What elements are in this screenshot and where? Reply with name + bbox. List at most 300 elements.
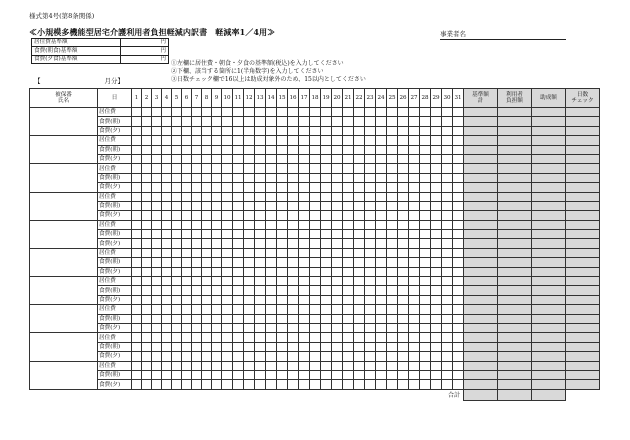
day-cell[interactable] — [420, 370, 431, 379]
day-cell[interactable] — [255, 230, 266, 239]
day-cell[interactable] — [343, 136, 354, 145]
day-cell[interactable] — [343, 258, 354, 267]
day-cell[interactable] — [255, 183, 266, 192]
day-cell[interactable] — [398, 295, 409, 304]
day-cell[interactable] — [420, 342, 431, 351]
day-cell[interactable] — [255, 323, 266, 332]
day-cell[interactable] — [332, 164, 343, 173]
day-cell[interactable] — [387, 117, 398, 126]
day-cell[interactable] — [182, 145, 192, 154]
day-cell[interactable] — [453, 380, 464, 389]
day-cell[interactable] — [182, 173, 192, 182]
day-cell[interactable] — [192, 154, 202, 163]
day-cell[interactable] — [132, 108, 142, 117]
day-cell[interactable] — [409, 173, 420, 182]
day-cell[interactable] — [343, 201, 354, 210]
day-cell[interactable] — [299, 145, 310, 154]
day-cell[interactable] — [233, 323, 244, 332]
day-cell[interactable] — [142, 201, 152, 210]
day-cell[interactable] — [152, 201, 162, 210]
day-cell[interactable] — [288, 145, 299, 154]
day-cell[interactable] — [212, 108, 222, 117]
day-cell[interactable] — [409, 370, 420, 379]
day-cell[interactable] — [244, 239, 255, 248]
day-cell[interactable] — [244, 305, 255, 314]
day-cell[interactable] — [152, 108, 162, 117]
day-cell[interactable] — [182, 211, 192, 220]
day-cell[interactable] — [310, 295, 321, 304]
day-cell[interactable] — [376, 192, 387, 201]
day-cell[interactable] — [420, 333, 431, 342]
day-cell[interactable] — [132, 305, 142, 314]
day-cell[interactable] — [212, 183, 222, 192]
day-cell[interactable] — [376, 352, 387, 361]
day-cell[interactable] — [244, 201, 255, 210]
day-cell[interactable] — [233, 239, 244, 248]
day-cell[interactable] — [244, 323, 255, 332]
day-cell[interactable] — [212, 305, 222, 314]
day-cell[interactable] — [182, 277, 192, 286]
day-cell[interactable] — [398, 108, 409, 117]
day-cell[interactable] — [310, 220, 321, 229]
day-cell[interactable] — [354, 295, 365, 304]
day-cell[interactable] — [332, 239, 343, 248]
day-cell[interactable] — [453, 305, 464, 314]
day-cell[interactable] — [142, 277, 152, 286]
day-cell[interactable] — [182, 230, 192, 239]
day-cell[interactable] — [332, 136, 343, 145]
day-cell[interactable] — [132, 192, 142, 201]
day-cell[interactable] — [453, 183, 464, 192]
day-cell[interactable] — [132, 126, 142, 135]
day-cell[interactable] — [453, 173, 464, 182]
day-cell[interactable] — [255, 108, 266, 117]
day-cell[interactable] — [420, 173, 431, 182]
day-cell[interactable] — [365, 277, 376, 286]
day-cell[interactable] — [442, 286, 453, 295]
day-cell[interactable] — [162, 258, 172, 267]
day-cell[interactable] — [365, 239, 376, 248]
day-cell[interactable] — [233, 258, 244, 267]
day-cell[interactable] — [162, 201, 172, 210]
day-cell[interactable] — [409, 286, 420, 295]
day-cell[interactable] — [266, 277, 277, 286]
day-cell[interactable] — [354, 145, 365, 154]
day-cell[interactable] — [398, 136, 409, 145]
day-cell[interactable] — [172, 352, 182, 361]
day-cell[interactable] — [288, 370, 299, 379]
recipient-cell[interactable] — [30, 248, 98, 276]
day-cell[interactable] — [420, 286, 431, 295]
day-cell[interactable] — [343, 108, 354, 117]
day-cell[interactable] — [409, 361, 420, 370]
day-cell[interactable] — [409, 211, 420, 220]
day-cell[interactable] — [142, 164, 152, 173]
day-cell[interactable] — [387, 201, 398, 210]
day-cell[interactable] — [398, 333, 409, 342]
day-cell[interactable] — [222, 239, 233, 248]
day-cell[interactable] — [192, 192, 202, 201]
day-cell[interactable] — [152, 286, 162, 295]
day-cell[interactable] — [409, 164, 420, 173]
day-cell[interactable] — [343, 352, 354, 361]
day-cell[interactable] — [152, 370, 162, 379]
day-cell[interactable] — [277, 220, 288, 229]
day-cell[interactable] — [142, 173, 152, 182]
day-cell[interactable] — [172, 370, 182, 379]
day-cell[interactable] — [202, 342, 212, 351]
day-cell[interactable] — [202, 183, 212, 192]
day-cell[interactable] — [387, 267, 398, 276]
day-cell[interactable] — [255, 258, 266, 267]
day-cell[interactable] — [192, 314, 202, 323]
day-cell[interactable] — [172, 305, 182, 314]
day-cell[interactable] — [420, 117, 431, 126]
day-cell[interactable] — [409, 295, 420, 304]
day-cell[interactable] — [222, 361, 233, 370]
day-cell[interactable] — [132, 295, 142, 304]
day-cell[interactable] — [332, 248, 343, 257]
day-cell[interactable] — [398, 258, 409, 267]
day-cell[interactable] — [182, 352, 192, 361]
day-cell[interactable] — [321, 361, 332, 370]
day-cell[interactable] — [376, 361, 387, 370]
day-cell[interactable] — [222, 145, 233, 154]
day-cell[interactable] — [266, 314, 277, 323]
day-cell[interactable] — [192, 342, 202, 351]
day-cell[interactable] — [321, 323, 332, 332]
day-cell[interactable] — [332, 323, 343, 332]
day-cell[interactable] — [132, 220, 142, 229]
day-cell[interactable] — [142, 342, 152, 351]
day-cell[interactable] — [192, 164, 202, 173]
day-cell[interactable] — [387, 136, 398, 145]
day-cell[interactable] — [202, 117, 212, 126]
day-cell[interactable] — [343, 211, 354, 220]
day-cell[interactable] — [152, 333, 162, 342]
day-cell[interactable] — [376, 314, 387, 323]
day-cell[interactable] — [255, 361, 266, 370]
day-cell[interactable] — [409, 352, 420, 361]
day-cell[interactable] — [162, 192, 172, 201]
day-cell[interactable] — [442, 258, 453, 267]
day-cell[interactable] — [431, 108, 442, 117]
day-cell[interactable] — [398, 211, 409, 220]
day-cell[interactable] — [310, 201, 321, 210]
office-name-field[interactable]: 事業者名 — [440, 29, 566, 40]
day-cell[interactable] — [288, 108, 299, 117]
day-cell[interactable] — [376, 323, 387, 332]
day-cell[interactable] — [233, 314, 244, 323]
day-cell[interactable] — [431, 370, 442, 379]
day-cell[interactable] — [288, 220, 299, 229]
day-cell[interactable] — [152, 211, 162, 220]
day-cell[interactable] — [442, 173, 453, 182]
day-cell[interactable] — [244, 126, 255, 135]
day-cell[interactable] — [266, 145, 277, 154]
day-cell[interactable] — [182, 126, 192, 135]
day-cell[interactable] — [299, 211, 310, 220]
day-cell[interactable] — [222, 192, 233, 201]
day-cell[interactable] — [152, 314, 162, 323]
month-field[interactable] — [34, 76, 124, 85]
day-cell[interactable] — [310, 164, 321, 173]
day-cell[interactable] — [321, 352, 332, 361]
day-cell[interactable] — [142, 117, 152, 126]
day-cell[interactable] — [288, 314, 299, 323]
day-cell[interactable] — [288, 305, 299, 314]
day-cell[interactable] — [192, 173, 202, 182]
recipient-cell[interactable] — [30, 164, 98, 192]
day-cell[interactable] — [142, 248, 152, 257]
day-cell[interactable] — [162, 248, 172, 257]
day-cell[interactable] — [431, 323, 442, 332]
day-cell[interactable] — [266, 286, 277, 295]
day-cell[interactable] — [212, 136, 222, 145]
day-cell[interactable] — [365, 248, 376, 257]
day-cell[interactable] — [299, 230, 310, 239]
day-cell[interactable] — [266, 370, 277, 379]
day-cell[interactable] — [387, 239, 398, 248]
day-cell[interactable] — [387, 342, 398, 351]
day-cell[interactable] — [222, 277, 233, 286]
day-cell[interactable] — [420, 201, 431, 210]
day-cell[interactable] — [142, 267, 152, 276]
day-cell[interactable] — [255, 136, 266, 145]
day-cell[interactable] — [332, 230, 343, 239]
day-cell[interactable] — [420, 352, 431, 361]
day-cell[interactable] — [152, 305, 162, 314]
day-cell[interactable] — [182, 323, 192, 332]
day-cell[interactable] — [431, 164, 442, 173]
day-cell[interactable] — [398, 239, 409, 248]
day-cell[interactable] — [387, 164, 398, 173]
day-cell[interactable] — [202, 267, 212, 276]
day-cell[interactable] — [277, 117, 288, 126]
day-cell[interactable] — [212, 211, 222, 220]
day-cell[interactable] — [420, 314, 431, 323]
day-cell[interactable] — [277, 352, 288, 361]
day-cell[interactable] — [354, 201, 365, 210]
day-cell[interactable] — [453, 352, 464, 361]
day-cell[interactable] — [343, 286, 354, 295]
day-cell[interactable] — [442, 117, 453, 126]
day-cell[interactable] — [365, 267, 376, 276]
day-cell[interactable] — [162, 239, 172, 248]
day-cell[interactable] — [409, 258, 420, 267]
day-cell[interactable] — [409, 314, 420, 323]
day-cell[interactable] — [442, 164, 453, 173]
day-cell[interactable] — [182, 370, 192, 379]
day-cell[interactable] — [420, 211, 431, 220]
day-cell[interactable] — [162, 108, 172, 117]
day-cell[interactable] — [299, 183, 310, 192]
day-cell[interactable] — [288, 183, 299, 192]
day-cell[interactable] — [321, 211, 332, 220]
day-cell[interactable] — [343, 333, 354, 342]
day-cell[interactable] — [222, 108, 233, 117]
day-cell[interactable] — [398, 277, 409, 286]
day-cell[interactable] — [212, 248, 222, 257]
day-cell[interactable] — [162, 145, 172, 154]
day-cell[interactable] — [172, 380, 182, 389]
base-amount-value[interactable]: 円 — [121, 55, 169, 63]
day-cell[interactable] — [172, 248, 182, 257]
day-cell[interactable] — [255, 267, 266, 276]
day-cell[interactable] — [409, 108, 420, 117]
day-cell[interactable] — [321, 126, 332, 135]
day-cell[interactable] — [222, 323, 233, 332]
day-cell[interactable] — [299, 314, 310, 323]
day-cell[interactable] — [142, 136, 152, 145]
day-cell[interactable] — [321, 108, 332, 117]
day-cell[interactable] — [321, 136, 332, 145]
day-cell[interactable] — [453, 230, 464, 239]
day-cell[interactable] — [310, 183, 321, 192]
day-cell[interactable] — [409, 305, 420, 314]
day-cell[interactable] — [132, 201, 142, 210]
day-cell[interactable] — [321, 145, 332, 154]
day-cell[interactable] — [420, 154, 431, 163]
day-cell[interactable] — [409, 126, 420, 135]
day-cell[interactable] — [233, 211, 244, 220]
day-cell[interactable] — [288, 154, 299, 163]
day-cell[interactable] — [420, 220, 431, 229]
day-cell[interactable] — [212, 277, 222, 286]
day-cell[interactable] — [152, 380, 162, 389]
day-cell[interactable] — [365, 201, 376, 210]
day-cell[interactable] — [222, 230, 233, 239]
day-cell[interactable] — [453, 164, 464, 173]
day-cell[interactable] — [277, 361, 288, 370]
day-cell[interactable] — [162, 267, 172, 276]
day-cell[interactable] — [182, 183, 192, 192]
day-cell[interactable] — [212, 323, 222, 332]
day-cell[interactable] — [192, 220, 202, 229]
day-cell[interactable] — [244, 314, 255, 323]
day-cell[interactable] — [431, 248, 442, 257]
day-cell[interactable] — [222, 258, 233, 267]
day-cell[interactable] — [212, 333, 222, 342]
day-cell[interactable] — [222, 342, 233, 351]
day-cell[interactable] — [266, 342, 277, 351]
day-cell[interactable] — [152, 323, 162, 332]
day-cell[interactable] — [142, 295, 152, 304]
day-cell[interactable] — [192, 145, 202, 154]
day-cell[interactable] — [202, 277, 212, 286]
day-cell[interactable] — [212, 295, 222, 304]
day-cell[interactable] — [332, 183, 343, 192]
day-cell[interactable] — [376, 211, 387, 220]
day-cell[interactable] — [343, 220, 354, 229]
day-cell[interactable] — [420, 277, 431, 286]
day-cell[interactable] — [142, 126, 152, 135]
day-cell[interactable] — [354, 108, 365, 117]
day-cell[interactable] — [332, 295, 343, 304]
day-cell[interactable] — [192, 277, 202, 286]
day-cell[interactable] — [332, 126, 343, 135]
day-cell[interactable] — [431, 183, 442, 192]
day-cell[interactable] — [343, 239, 354, 248]
day-cell[interactable] — [431, 201, 442, 210]
day-cell[interactable] — [409, 248, 420, 257]
recipient-cell[interactable] — [30, 305, 98, 333]
day-cell[interactable] — [354, 277, 365, 286]
day-cell[interactable] — [409, 333, 420, 342]
day-cell[interactable] — [182, 201, 192, 210]
day-cell[interactable] — [192, 258, 202, 267]
day-cell[interactable] — [255, 295, 266, 304]
day-cell[interactable] — [192, 201, 202, 210]
day-cell[interactable] — [387, 183, 398, 192]
day-cell[interactable] — [152, 183, 162, 192]
day-cell[interactable] — [266, 230, 277, 239]
day-cell[interactable] — [442, 239, 453, 248]
day-cell[interactable] — [442, 183, 453, 192]
day-cell[interactable] — [202, 314, 212, 323]
day-cell[interactable] — [409, 117, 420, 126]
day-cell[interactable] — [365, 314, 376, 323]
day-cell[interactable] — [233, 352, 244, 361]
day-cell[interactable] — [162, 220, 172, 229]
day-cell[interactable] — [192, 183, 202, 192]
day-cell[interactable] — [310, 323, 321, 332]
day-cell[interactable] — [387, 230, 398, 239]
day-cell[interactable] — [152, 248, 162, 257]
day-cell[interactable] — [152, 239, 162, 248]
day-cell[interactable] — [233, 277, 244, 286]
day-cell[interactable] — [354, 286, 365, 295]
day-cell[interactable] — [277, 126, 288, 135]
day-cell[interactable] — [182, 192, 192, 201]
day-cell[interactable] — [354, 323, 365, 332]
day-cell[interactable] — [277, 258, 288, 267]
day-cell[interactable] — [442, 201, 453, 210]
day-cell[interactable] — [398, 173, 409, 182]
day-cell[interactable] — [387, 192, 398, 201]
day-cell[interactable] — [182, 117, 192, 126]
day-cell[interactable] — [288, 352, 299, 361]
day-cell[interactable] — [277, 173, 288, 182]
day-cell[interactable] — [152, 342, 162, 351]
day-cell[interactable] — [354, 267, 365, 276]
day-cell[interactable] — [398, 342, 409, 351]
recipient-cell[interactable] — [30, 277, 98, 305]
day-cell[interactable] — [442, 323, 453, 332]
day-cell[interactable] — [299, 117, 310, 126]
day-cell[interactable] — [162, 342, 172, 351]
day-cell[interactable] — [255, 305, 266, 314]
day-cell[interactable] — [255, 192, 266, 201]
day-cell[interactable] — [192, 352, 202, 361]
day-cell[interactable] — [332, 333, 343, 342]
day-cell[interactable] — [142, 305, 152, 314]
day-cell[interactable] — [453, 314, 464, 323]
day-cell[interactable] — [266, 220, 277, 229]
day-cell[interactable] — [398, 380, 409, 389]
day-cell[interactable] — [453, 154, 464, 163]
day-cell[interactable] — [222, 154, 233, 163]
day-cell[interactable] — [387, 361, 398, 370]
day-cell[interactable] — [277, 108, 288, 117]
day-cell[interactable] — [233, 370, 244, 379]
day-cell[interactable] — [365, 183, 376, 192]
day-cell[interactable] — [222, 211, 233, 220]
day-cell[interactable] — [212, 286, 222, 295]
day-cell[interactable] — [132, 380, 142, 389]
day-cell[interactable] — [132, 314, 142, 323]
day-cell[interactable] — [182, 361, 192, 370]
